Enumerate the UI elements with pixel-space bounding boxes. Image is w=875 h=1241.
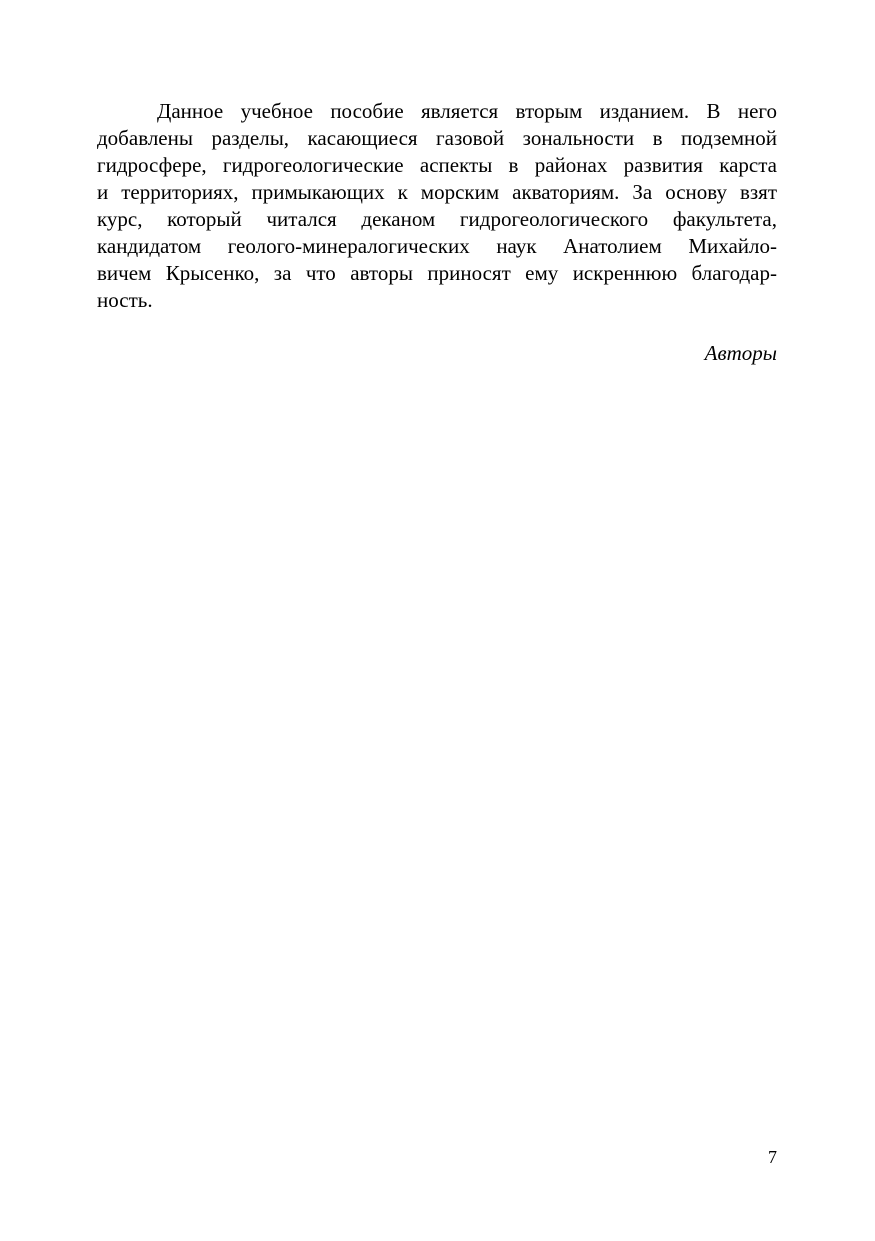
page-number: 7: [768, 1147, 777, 1167]
paragraph-line-3: гидросфере, гидрогеологические аспекты в районах развития карста: [97, 153, 777, 177]
paragraph-line-1: Данное учебное пособие является вторым изданием. В него: [157, 99, 777, 123]
preface-paragraph: [97, 98, 777, 314]
paragraph-line-8: ность.: [97, 288, 153, 312]
paragraph-line-6: кандидатом геолого-минералогических наук Анатолием Михайло-: [97, 234, 777, 258]
authors-signature: Авторы: [704, 341, 777, 365]
paragraph-line-4: и территориях, примыкающих к морским акваториям. За основу взят: [97, 180, 777, 204]
paragraph-line-5: курс, который читался деканом гидрогеологического факультета,: [97, 207, 777, 231]
paragraph-line-7: вичем Крысенко, за что авторы приносят ему искреннюю благодар-: [97, 261, 777, 285]
paragraph-line-2: добавлены разделы, касающиеся газовой зональности в подземной: [97, 126, 777, 150]
